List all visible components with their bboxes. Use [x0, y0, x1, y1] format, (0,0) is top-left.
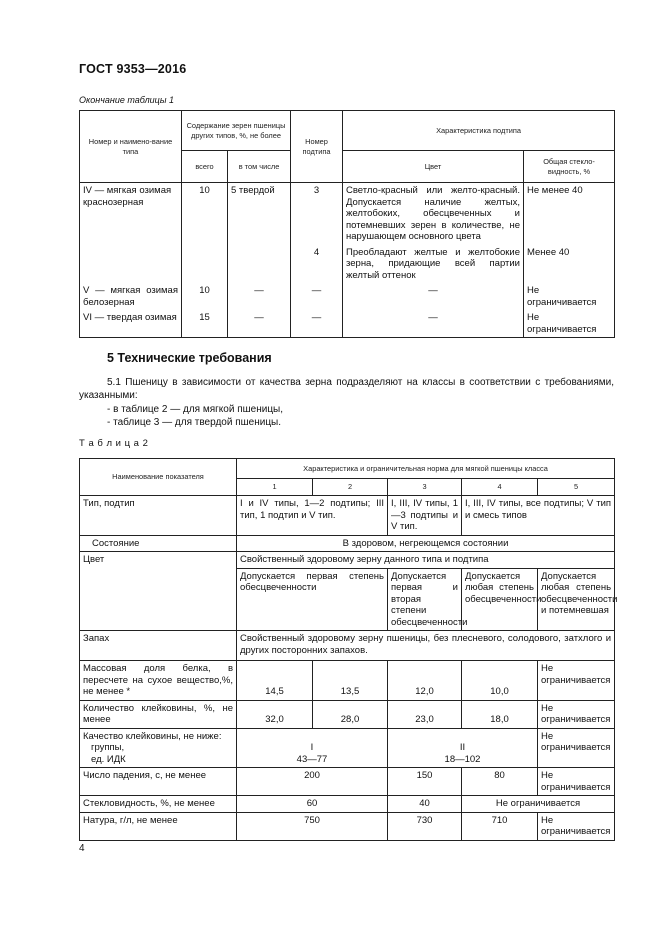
document-code: ГОСТ 9353—2016: [79, 62, 187, 76]
t2-cell: Не ограничивается: [538, 728, 615, 768]
t2-label: Количество клейковины, %, не менее: [80, 700, 237, 728]
t1-header-subtype-no: Номер подтипа: [291, 111, 343, 183]
t2-cell: Свойственный здоровому зерну пшеницы, без плесневого, солодового, затхлого и других посторонних запахов.: [237, 631, 615, 661]
t1-cell-color: Светло-красный или желто-красный. Допускается наличие желтых, желтобоких, обесцвеченных и потемневших зерен в количестве, не нарушающем основного цвета: [343, 183, 524, 245]
t2-cell: 730: [388, 812, 462, 840]
t1-cell-including: 5 твердой: [228, 183, 291, 284]
table-row: [80, 728, 615, 768]
t2-cell: Допускается любая степень обесцвеченности и потемневшая: [538, 568, 615, 631]
t2-header-class-3: 3: [388, 479, 462, 496]
table-row: [80, 768, 615, 796]
t2-group-value: I: [310, 742, 314, 753]
t1-cell-total: 10: [182, 183, 228, 284]
t2-cell: I, III, IV типы, 1—3 подтипы и V тип.: [388, 496, 462, 536]
t1-cell-name: V — мягкая озимая белозерная: [80, 283, 182, 310]
t2-label: Тип, подтип: [80, 496, 237, 536]
t2-label-line: Качество клейковины, не ниже:: [83, 730, 222, 742]
t2-cell: 710: [462, 812, 538, 840]
t2-cell: I, III, IV типы, все подтипы; V тип и смесь типов: [462, 496, 615, 536]
t1-cell-total: 10: [182, 283, 228, 310]
t1-cell-name: VI — твердая озимая: [80, 310, 182, 338]
t1-cell-subtype: 4: [291, 245, 343, 284]
t2-cell: 40: [388, 796, 462, 813]
t2-cell: Не ограничивается: [538, 661, 615, 701]
t1-cell-total: 15: [182, 310, 228, 338]
table-row: [80, 812, 615, 840]
t1-header-name: Номер и наимено-вание типа: [80, 111, 182, 183]
table1-caption: Окончание таблицы 1: [79, 95, 174, 105]
t2-cell: Допускается первая и вторая степени обесцвеченности: [388, 568, 462, 631]
t2-cell: 750: [237, 812, 388, 840]
t2-cell: Допускается любая степень обесцвеченности: [462, 568, 538, 631]
t2-cell: Не ограничивается: [538, 812, 615, 840]
t2-label: Запах: [80, 631, 237, 661]
t2-label: Цвет: [80, 552, 237, 631]
t1-cell-including: —: [228, 310, 291, 338]
table-row: [80, 796, 615, 813]
t1-cell-subtype: 3: [291, 183, 343, 245]
section-list-item: - в таблице 2 — для мягкой пшеницы,: [107, 404, 284, 415]
table-row: [80, 183, 615, 245]
t1-cell-name: IV — мягкая озимая краснозерная: [80, 183, 182, 284]
t1-cell-color: Преобладают желтые и желтобокие зерна, придающие всей партии желтый оттенок: [343, 245, 524, 284]
table2-caption: Т а б л и ц а 2: [79, 438, 149, 449]
t2-cell: 18,0: [462, 700, 538, 728]
t1-cell-vitreous: Не ограничивается: [524, 310, 615, 338]
t2-cell: 28,0: [313, 700, 388, 728]
t2-header-class-1: 1: [237, 479, 313, 496]
table-row: [80, 535, 615, 552]
t2-cell: Не ограничивается: [538, 700, 615, 728]
t2-label: [80, 728, 237, 768]
table-row: [80, 283, 615, 310]
t2-cell: I и IV типы, 1—2 подтипы; III тип, 1 подтип и V тип.: [237, 496, 388, 536]
t2-cell: 32,0: [237, 700, 313, 728]
t2-label-line: ед. ИДК: [91, 753, 126, 765]
t2-header-class-5: 5: [538, 479, 615, 496]
t2-label: Состояние: [80, 535, 237, 552]
t2-cell: 14,5: [237, 661, 313, 701]
t1-header-vitreous: Общая стекло-видность, %: [524, 151, 615, 183]
t2-header-group: Характеристика и ограничительная норма для мягкой пшеницы класса: [237, 459, 615, 479]
t1-cell-subtype: —: [291, 310, 343, 338]
t1-header-color: Цвет: [343, 151, 524, 183]
section-list-item: - таблице 3 — для твердой пшеницы.: [107, 417, 282, 428]
t1-cell-color: —: [343, 283, 524, 310]
t2-label: Натура, г/л, не менее: [80, 812, 237, 840]
t2-cell: 23,0: [388, 700, 462, 728]
t2-header-indicator: Наименование показателя: [80, 459, 237, 496]
t2-header-class-4: 4: [462, 479, 538, 496]
t1-header-content: Содержание зерен пшеницы других типов, %, не более: [182, 111, 291, 151]
t1-header-including: в том числе: [228, 151, 291, 183]
table-row: [80, 496, 615, 536]
t2-cell: 12,0: [388, 661, 462, 701]
t1-cell-including: —: [228, 283, 291, 310]
table2: [79, 458, 618, 841]
t2-label: Число падения, с, не менее: [80, 768, 237, 796]
t1-header-characteristic: Характеристика подтипа: [343, 111, 615, 151]
t2-cell: [388, 728, 538, 768]
t2-label-line: группы,: [91, 742, 125, 753]
table-row: [80, 661, 615, 701]
t2-range-value: 18—102: [444, 753, 481, 765]
t1-cell-vitreous: Не ограничивается: [524, 283, 615, 310]
t2-cell: [237, 728, 388, 768]
section-paragraph: 5.1 Пшеницу в зависимости от качества зерна подразделяют на классы в соответствии с требованиями, указанными:: [79, 377, 614, 401]
t2-cell: Не ограничивается: [462, 796, 615, 813]
t2-cell: 60: [237, 796, 388, 813]
table-row: [80, 700, 615, 728]
table1: [79, 110, 615, 338]
t2-cell: Допускается первая степень обесцвеченности: [237, 568, 388, 631]
t2-group-value: II: [459, 742, 466, 753]
t1-cell-vitreous: Менее 40: [524, 245, 615, 284]
t1-cell-subtype: —: [291, 283, 343, 310]
t2-cell: 10,0: [462, 661, 538, 701]
table-row: [80, 310, 615, 338]
t2-label: Массовая доля белка, в пересчете на сухое вещество,%, не менее *: [80, 661, 237, 701]
t2-header-class-2: 2: [313, 479, 388, 496]
t2-cell: 80: [462, 768, 538, 796]
t2-cell: В здоровом, негреющемся состоянии: [237, 535, 615, 552]
t2-cell: 150: [388, 768, 462, 796]
t2-cell: Не ограничивается: [538, 768, 615, 796]
t1-cell-vitreous: Не менее 40: [524, 183, 615, 245]
page-number: 4: [79, 843, 85, 854]
t1-cell-color: —: [343, 310, 524, 338]
t2-cell: 13,5: [313, 661, 388, 701]
t2-label: Стекловидность, %, не менее: [80, 796, 237, 813]
t2-cell: Свойственный здоровому зерну данного типа и подтипа: [237, 552, 615, 569]
section-title: 5 Технические требования: [107, 351, 272, 365]
t1-header-total: всего: [182, 151, 228, 183]
table-row: [80, 552, 615, 569]
t2-range-value: 43—77: [296, 753, 328, 765]
table-row: [80, 631, 615, 661]
t2-cell: 200: [237, 768, 388, 796]
